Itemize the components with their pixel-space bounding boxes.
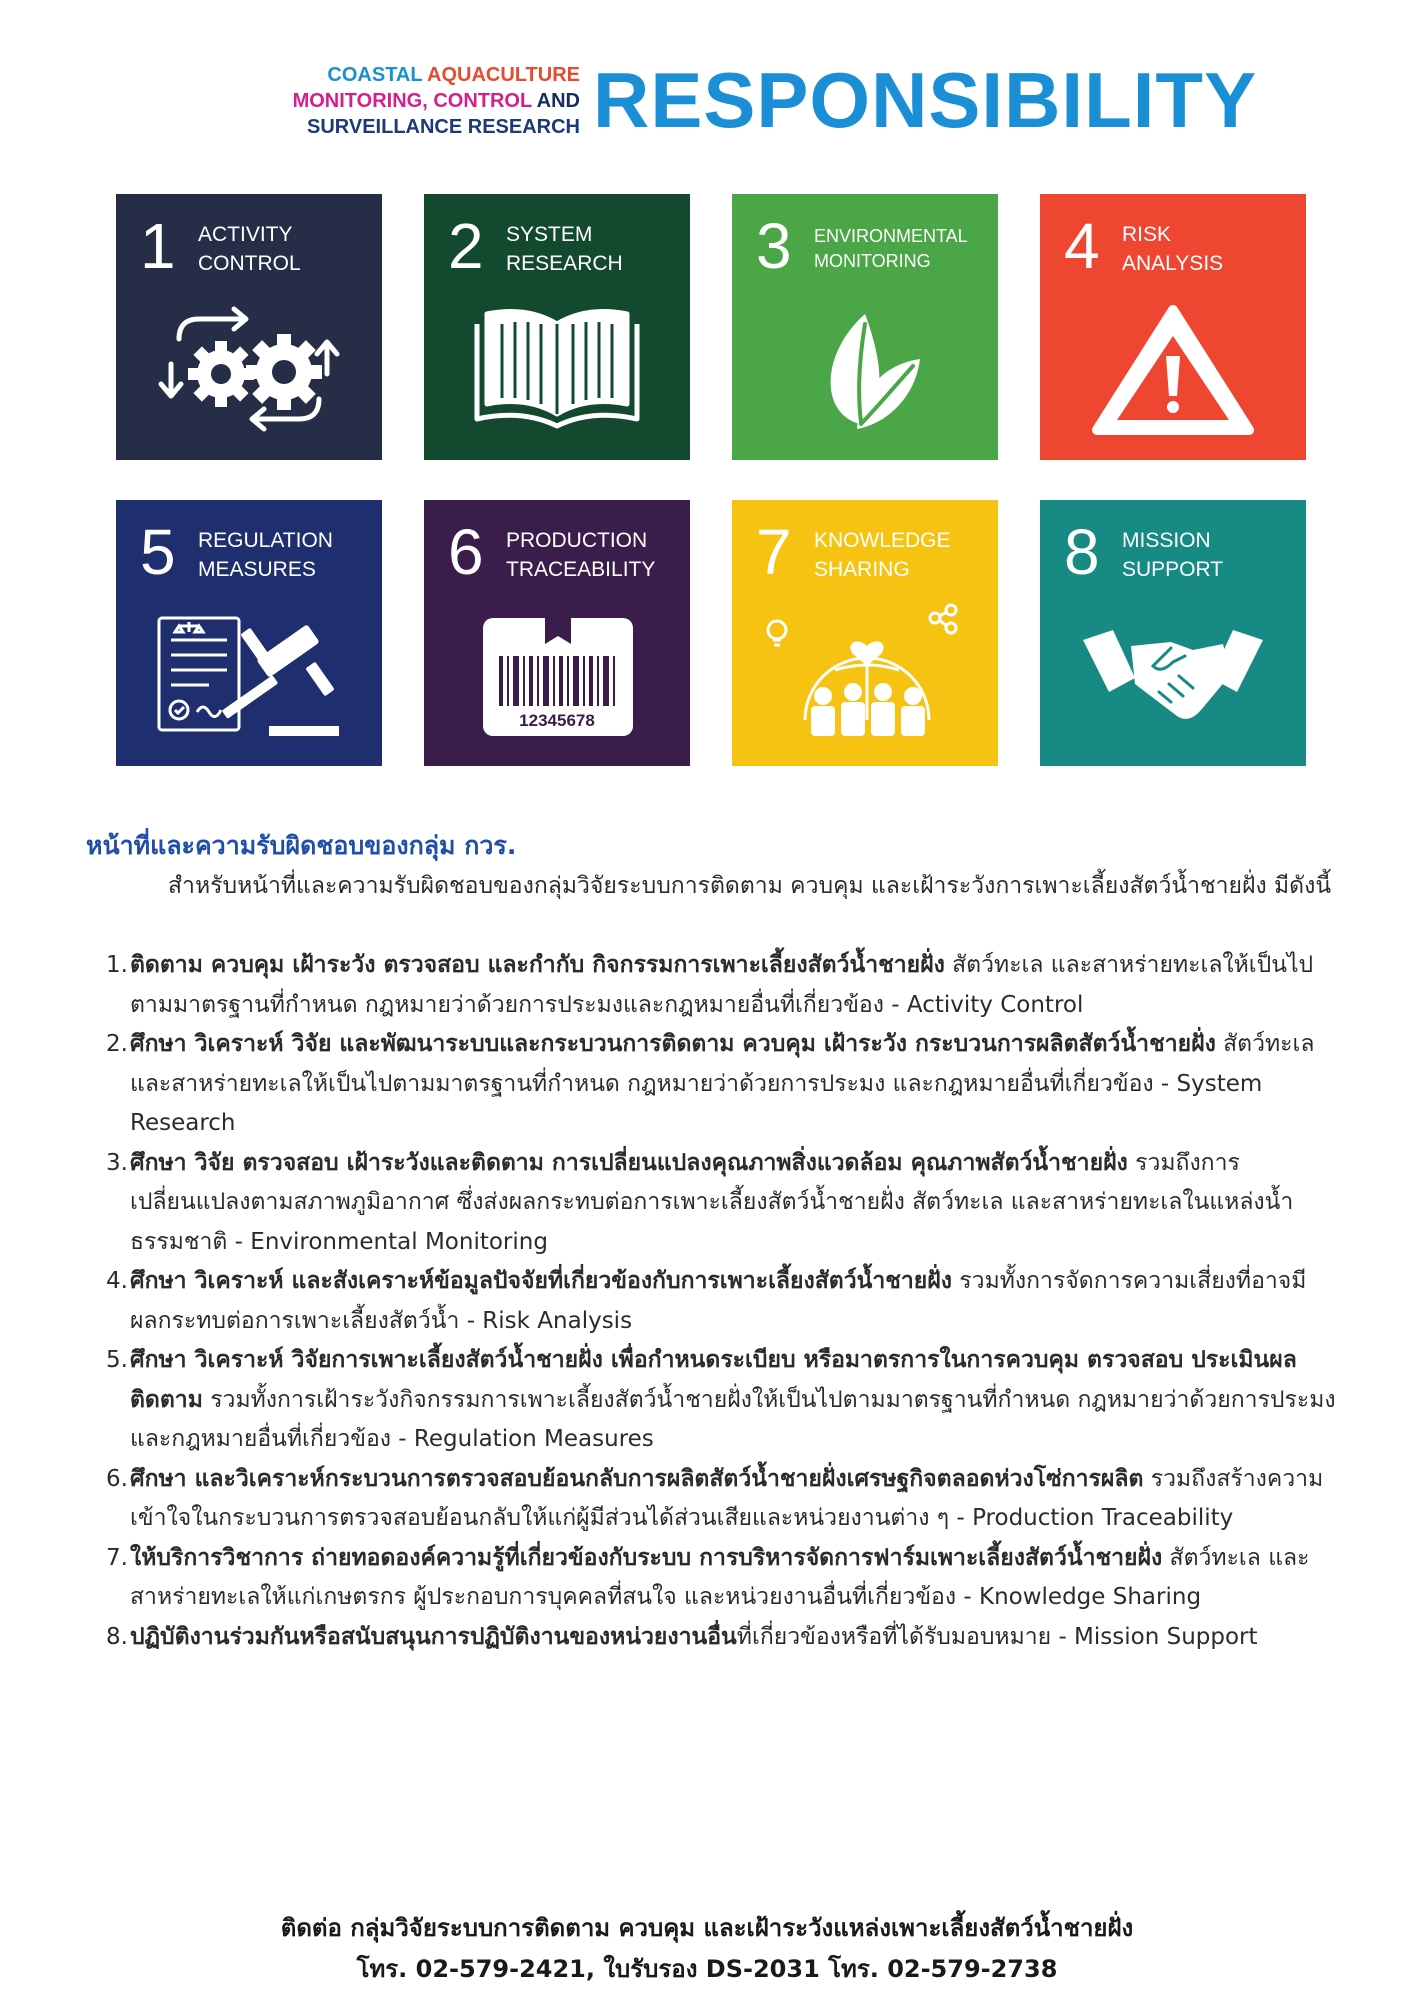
- item-number: 2.: [106, 1031, 128, 1057]
- open-book-icon: [457, 294, 657, 444]
- gavel-document-icon: [149, 600, 349, 750]
- barcode-box-icon: [457, 600, 657, 750]
- org-name-word: COASTAL: [327, 64, 428, 86]
- list-item: [86, 1025, 1336, 1144]
- tile-label-line: KNOWLEDGE: [814, 529, 951, 552]
- item-text: รวมทั้งการเฝ้าระวังกิจกรรมการเพาะเลี้ยงสัตว์น้ำชายฝั่งให้เป็นไปตามมาตรฐานที่กำหนด กฎหมายว่าด้วยการประมง และกฎหมายอื่นที่เกี่ยวข้อง - Regulation Measures: [130, 1386, 1336, 1452]
- item-number: 3.: [106, 1149, 128, 1176]
- tile-label-line: ENVIRONMENTAL: [814, 226, 968, 246]
- responsibilities-list: [86, 946, 1336, 1657]
- tile-system-research: [424, 194, 690, 460]
- tile-label: [814, 526, 990, 584]
- item-text: รวมถึงการเปลี่ยนแปลงตามสภาพภูมิอากาศ ซึ่งส่งผลกระทบต่อการเพาะเลี้ยงสัตว์น้ำชายฝั่ง สัตว์ทะเล และสาหร่ายทะเลในแหล่งน้ำธรรมชาติ - Environmental Monitoring: [130, 1149, 1294, 1255]
- item-bold-text: ศึกษา วิเคราะห์ วิจัย และพัฒนาระบบและกระบวนการติดตาม ควบคุม เฝ้าระวัง กระบวนการผลิตสัตว์น้ำชายฝั่ง: [130, 1031, 1216, 1057]
- section-heading: หน้าที่และความรับผิดชอบของกลุ่ม กวร.: [86, 831, 517, 860]
- list-item: [86, 1262, 1336, 1341]
- tile-label: [1122, 220, 1298, 278]
- item-text: สัตว์ทะเลและสาหร่ายทะเลให้เป็นไปตามมาตรฐานที่กำหนด กฎหมายว่าด้วยการประมง และกฎหมายอื่นที่เกี่ยวข้อง - System Research: [130, 1031, 1315, 1136]
- item-text: สัตว์ทะเล และสาหร่ายทะเลให้แก่เกษตรกร ผู้ประกอบการบุคคลที่สนใจ และหน่วยงานอื่นที่เกี่ยวข้อง - Knowledge Sharing: [130, 1544, 1310, 1610]
- contact-phone: โทร. 02-579-2421, ใบรับรอง DS-2031 โทร. 02-579-2738: [356, 1955, 1058, 1983]
- org-name-word: AQUACULTURE: [427, 64, 580, 86]
- barcode-number: 12345678: [519, 711, 595, 730]
- tile-number: 5: [140, 516, 176, 588]
- page-header: [0, 56, 1414, 144]
- contact-org: ติดต่อ กลุ่มวิจัยระบบการติดตาม ควบคุม และเฝ้าระวังแหล่งเพาะเลี้ยงสัตว์น้ำชายฝั่ง: [280, 1914, 1134, 1942]
- tile-label-line: TRACEABILITY: [506, 558, 656, 581]
- org-name-word: MONITORING, CONTROL: [292, 90, 537, 112]
- item-bold-text: ศึกษา วิเคราะห์ และสังเคราะห์ข้อมูลปัจจัยที่เกี่ยวข้องกับการเพาะเลี้ยงสัตว์น้ำชายฝั่ง: [130, 1268, 952, 1294]
- tile-label: [506, 526, 682, 584]
- intro-paragraph: สำหรับหน้าที่และความรับผิดชอบของกลุ่มวิจัยระบบการติดตาม ควบคุม และเฝ้าระวังการเพาะเลี้ยงสัตว์น้ำชายฝั่ง มีดังนี้: [168, 873, 1332, 899]
- tile-label: [198, 526, 374, 584]
- tile-knowledge-sharing: [732, 500, 998, 766]
- item-bold-text: ศึกษา วิเคราะห์ วิจัยการเพาะเลี้ยงสัตว์น้ำชายฝั่ง เพื่อกำหนดระเบียบ หรือมาตรการในการควบคุม ตรวจสอบ ประเมินผล ติดตาม: [130, 1347, 1297, 1413]
- item-bold-text: ให้บริการวิชาการ ถ่ายทอดองค์ความรู้ที่เกี่ยวข้องกับระบบ การบริหารจัดการฟาร์มเพาะเลี้ยงสัตว์น้ำชายฝั่ง: [130, 1544, 1163, 1571]
- leaves-icon: [765, 294, 965, 444]
- tile-label-line: ACTIVITY: [198, 223, 293, 246]
- tile-number: 8: [1064, 516, 1100, 588]
- tile-regulation-measures: [116, 500, 382, 766]
- item-text: สัตว์ทะเล และสาหร่ายทะเลให้เป็นไปตามมาตรฐานที่กำหนด กฎหมายว่าด้วยการประมงและกฎหมายอื่นที่เกี่ยวข้อง - Activity Control: [130, 952, 1314, 1018]
- tile-label-line: MEASURES: [198, 558, 316, 581]
- item-number: 4.: [106, 1268, 128, 1294]
- org-name: [180, 62, 580, 140]
- item-text: ที่เกี่ยวข้องหรือที่ได้รับมอบหมาย - Mission Support: [736, 1623, 1258, 1650]
- responsibility-tiles: [116, 194, 1308, 766]
- item-number: 7.: [106, 1544, 128, 1571]
- tile-label-line: REGULATION: [198, 529, 333, 552]
- page-title: RESPONSIBILITY: [593, 56, 1258, 144]
- org-name-word: SURVEILLANCE RESEARCH: [307, 116, 580, 138]
- list-item: [86, 1618, 1336, 1658]
- gears-cycle-icon: [149, 294, 349, 444]
- item-number: 1.: [106, 952, 128, 978]
- tile-environmental-monitoring: [732, 194, 998, 460]
- list-item: [86, 1144, 1336, 1263]
- tile-label: [198, 220, 374, 278]
- item-bold-text: ศึกษา และวิเคราะห์กระบวนการตรวจสอบย้อนกลับการผลิตสัตว์น้ำชายฝั่งเศรษฐกิจตลอดห่วงโซ่การผลิต: [130, 1465, 1144, 1492]
- tile-number: 4: [1064, 210, 1100, 282]
- tile-label-line: SYSTEM: [506, 223, 593, 246]
- tile-mission-support: [1040, 500, 1306, 766]
- tile-label-line: ANALYSIS: [1122, 252, 1224, 275]
- tile-number: 2: [448, 210, 484, 282]
- list-item: [86, 946, 1336, 1025]
- tile-label: [1122, 526, 1298, 584]
- list-item: [86, 1341, 1336, 1460]
- contact-footer: [0, 1908, 1414, 1990]
- tile-number: 3: [756, 210, 792, 282]
- org-name-word: AND: [536, 90, 580, 112]
- responsibilities-section: [86, 826, 1336, 1657]
- list-item: [86, 1460, 1336, 1539]
- tile-label-line: MISSION: [1122, 529, 1211, 552]
- tile-label-line: MONITORING: [814, 251, 931, 271]
- list-item: [86, 1539, 1336, 1618]
- tile-label-line: PRODUCTION: [506, 529, 648, 552]
- tile-label-line: SUPPORT: [1122, 558, 1224, 581]
- tile-label-line: CONTROL: [198, 252, 301, 275]
- item-number: 6.: [106, 1465, 128, 1492]
- item-number: 8.: [106, 1623, 128, 1650]
- item-bold-text: ติดตาม ควบคุม เฝ้าระวัง ตรวจสอบ และกำกับ กิจกรรมการเพาะเลี้ยงสัตว์น้ำชายฝั่ง: [130, 952, 945, 978]
- handshake-icon: [1073, 600, 1273, 750]
- item-number: 5.: [106, 1347, 128, 1373]
- tile-label: [506, 220, 682, 278]
- tile-label-line: RESEARCH: [506, 252, 623, 275]
- tile-label: [814, 224, 990, 274]
- tile-risk-analysis: [1040, 194, 1306, 460]
- item-text: รวมถึงสร้างความเข้าใจในกระบวนการตรวจสอบย้อนกลับให้แก่ผู้มีส่วนได้ส่วนเสียและหน่วยงานต่าง ๆ - Production Traceability: [130, 1465, 1324, 1531]
- item-bold-text: ศึกษา วิจัย ตรวจสอบ เฝ้าระวังและติดตาม การเปลี่ยนแปลงคุณภาพสิ่งแวดล้อม คุณภาพสัตว์น้ำชายฝั่ง: [130, 1149, 1128, 1176]
- tile-number: 1: [140, 210, 176, 282]
- tile-label-line: RISK: [1122, 223, 1172, 246]
- tile-production-traceability: [424, 500, 690, 766]
- warning-triangle-icon: [1073, 294, 1273, 444]
- item-bold-text: ปฏิบัติงานร่วมกันหรือสนับสนุนการปฏิบัติงานของหน่วยงานอื่น: [130, 1623, 737, 1650]
- tile-label-line: SHARING: [814, 558, 910, 581]
- tile-number: 6: [448, 516, 484, 588]
- item-text: รวมทั้งการจัดการความเสี่ยงที่อาจมีผลกระทบต่อการเพาะเลี้ยงสัตว์น้ำ - Risk Analysis: [130, 1268, 1307, 1334]
- tile-activity-control: [116, 194, 382, 460]
- tile-number: 7: [756, 516, 792, 588]
- people-globe-icon: [765, 600, 965, 750]
